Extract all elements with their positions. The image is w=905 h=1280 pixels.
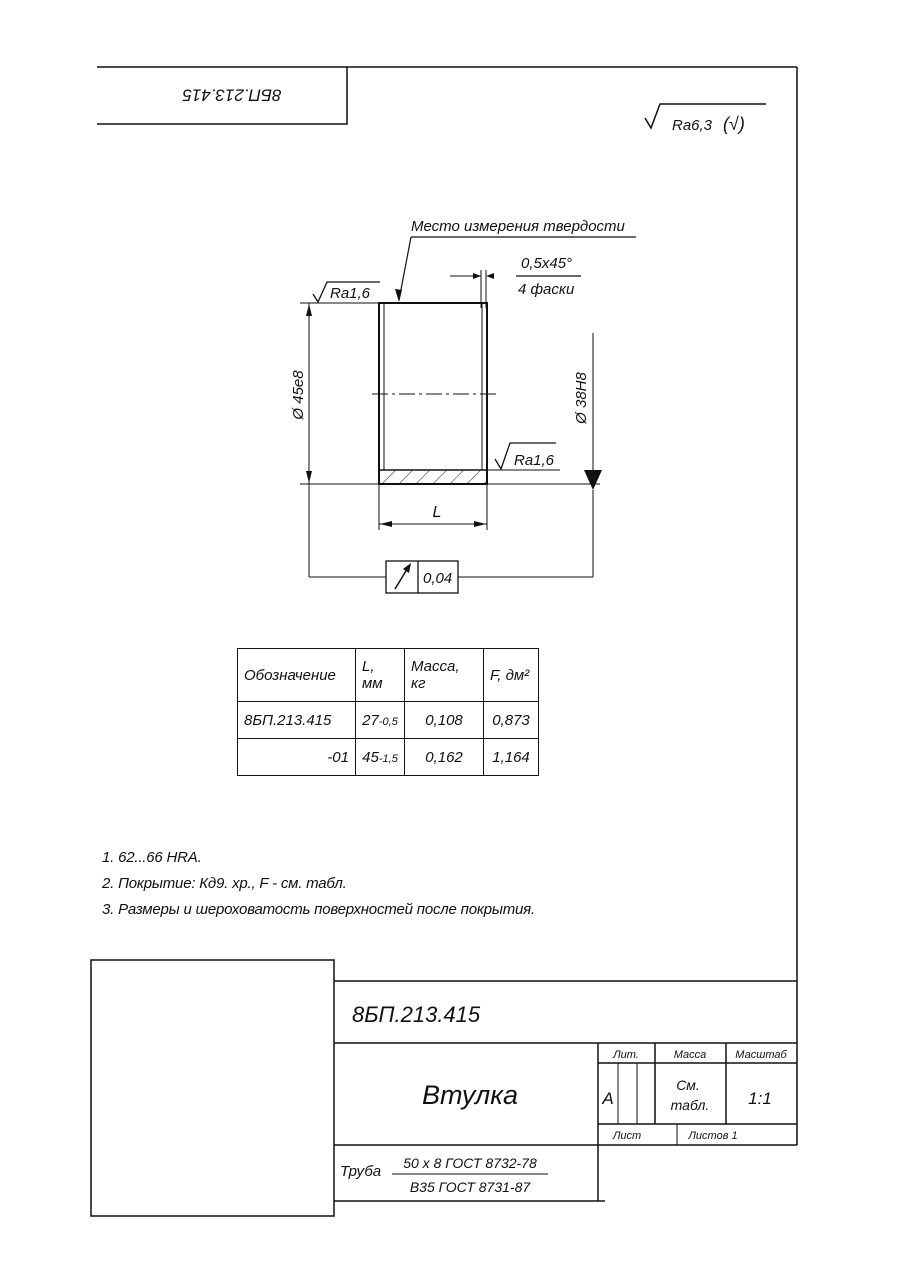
table-row xyxy=(238,739,539,776)
hardness-leader xyxy=(395,218,636,302)
cell-length xyxy=(356,702,405,739)
lit-value: А xyxy=(602,1089,614,1108)
dimension-arrow-icon xyxy=(474,521,486,527)
outer-diameter-value: Ø 45e8 xyxy=(290,370,307,420)
table-row xyxy=(238,702,539,739)
general-roughness-value: Ra6,3 xyxy=(672,117,713,134)
roughness-top-value: Ra1,6 xyxy=(330,285,371,302)
cell-area: 0,873 xyxy=(484,702,539,739)
roughness-bottom xyxy=(487,443,560,470)
length-label: L xyxy=(432,504,442,521)
parameters-table xyxy=(237,648,539,776)
mass-value-2: табл. xyxy=(670,1097,710,1113)
bushing-part xyxy=(372,303,496,484)
inner-diameter-value: Ø 38H8 xyxy=(573,372,590,424)
header-mass: Масса, кг xyxy=(405,649,484,702)
cell-designation: -01 xyxy=(238,739,356,776)
scale-value: 1:1 xyxy=(748,1089,772,1108)
mass-value-1: См. xyxy=(676,1077,700,1093)
scale-label: Масштаб xyxy=(735,1049,787,1061)
base-triangle-icon xyxy=(584,470,602,490)
dimension-arrow-icon xyxy=(380,521,392,527)
runout-arrow-icon xyxy=(403,563,411,573)
roughness-bottom-value: Ra1,6 xyxy=(514,452,555,469)
material-prefix: Труба xyxy=(340,1163,382,1180)
title-name: Втулка xyxy=(421,1080,519,1110)
general-roughness-bracket: (√) xyxy=(723,114,745,134)
outer-diameter-dimension xyxy=(290,303,379,484)
runout-tolerance xyxy=(0,0,593,593)
title-code: 8БП.213.415 xyxy=(352,1002,481,1027)
chamfer-size: 0,5x45° xyxy=(521,255,573,272)
cell-length-tolerance: -1,5 xyxy=(378,752,398,765)
header-length: L, мм xyxy=(356,649,405,702)
dimension-arrow-icon xyxy=(306,471,312,483)
lit-label: Лит. xyxy=(613,1049,639,1061)
general-roughness-symbol xyxy=(645,104,766,134)
chamfer-count: 4 фаски xyxy=(518,281,575,298)
cell-length-value: 45 xyxy=(362,748,379,766)
roughness-top xyxy=(313,282,380,302)
note-3: 3. Размеры и шероховатость поверхностей после покрытия. xyxy=(102,901,535,918)
material-bottom: В35 ГОСТ 8731-87 xyxy=(409,1179,531,1195)
table-header-row xyxy=(238,649,539,702)
note-2: 2. Покрытие: Кд9. хр., F - см. табл. xyxy=(102,875,347,892)
note-1: 1. 62...66 HRA. xyxy=(102,849,202,866)
cell-length xyxy=(356,739,405,776)
section-hatch xyxy=(379,470,487,484)
leader-arrow-icon xyxy=(395,289,402,302)
sheet-label: Лист xyxy=(612,1130,642,1142)
hardness-label: Место измерения твердости xyxy=(411,218,625,235)
rotated-code: 8БП.213.415 xyxy=(182,85,282,105)
chamfer-arrow-icon xyxy=(473,273,481,279)
cell-mass: 0,162 xyxy=(405,739,484,776)
chamfer-annotation xyxy=(450,255,581,308)
cell-mass: 0,108 xyxy=(405,702,484,739)
cell-designation: 8БП.213.415 xyxy=(238,702,356,739)
dimension-arrow-icon xyxy=(306,304,312,316)
header-designation: Обозначение xyxy=(238,649,356,702)
material-top: 50 х 8 ГОСТ 8732-78 xyxy=(403,1155,537,1171)
cell-length-value: 27 xyxy=(362,711,379,729)
sheets-label: Листов 1 xyxy=(688,1130,738,1142)
runout-value: 0,04 xyxy=(423,570,453,587)
mass-label: Масса xyxy=(673,1049,707,1061)
runout-symbol: ↗ xyxy=(0,0,1,1)
header-area: F, дм² xyxy=(484,649,539,702)
chamfer-arrow-icon xyxy=(486,273,494,279)
cell-area: 1,164 xyxy=(484,739,539,776)
cell-length-tolerance: -0,5 xyxy=(378,715,398,728)
length-dimension xyxy=(379,484,487,530)
